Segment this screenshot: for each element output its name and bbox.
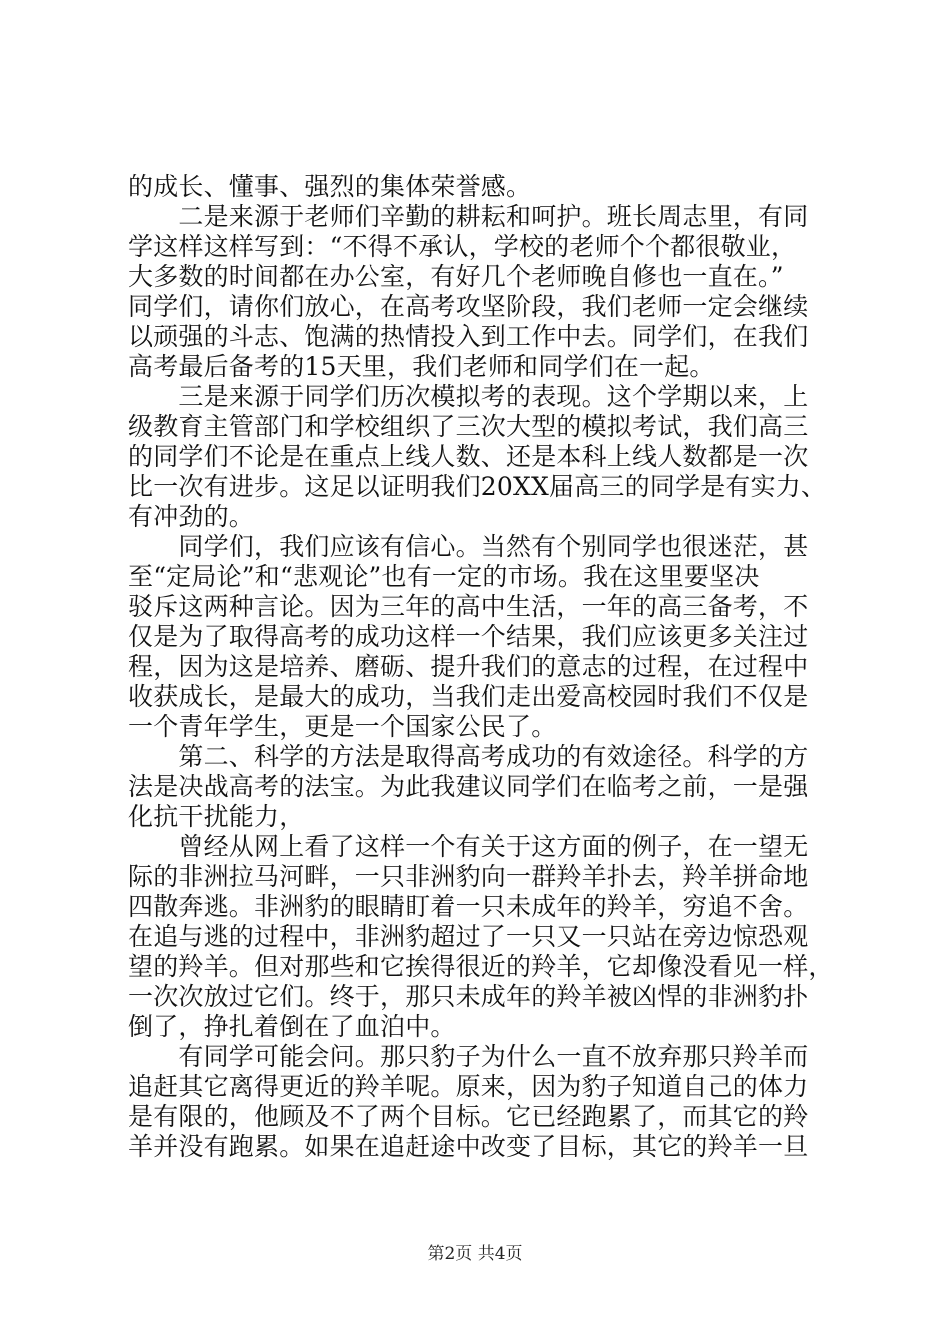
text-line: 大多数的时间都在办公室，有好几个老师晚自修也一直在。” <box>128 262 784 291</box>
text-line: 羊并没有跑累。如果在追赶途中改变了目标，其它的羚羊一旦 <box>128 1132 809 1161</box>
text-line: 一次次放过它们。终于，那只未成年的羚羊被凶悍的非洲豹扑 <box>128 982 809 1011</box>
text-line: 二是来源于老师们辛勤的耕耘和呵护。班长周志里，有同 <box>128 202 809 231</box>
text-line: 学这样这样写到：“不得不承认，学校的老师个个都很敬业， <box>128 232 797 261</box>
page-footer: 第2页 共4页 <box>427 1244 523 1264</box>
text-line: 收获成长，是最大的成功，当我们走出爱高校园时我们不仅是 <box>128 682 809 711</box>
text-line: 四散奔逃。非洲豹的眼睛盯着一只未成年的羚羊，穷追不舍。 <box>128 892 809 921</box>
text-line: 际的非洲拉马河畔，一只非洲豹向一群羚羊扑去，羚羊拼命地 <box>128 862 809 891</box>
text-line: 是有限的，他顾及不了两个目标。它已经跑累了，而其它的羚 <box>128 1102 809 1131</box>
text-line: 比一次有进步。这足以证明我们20XX届高三的同学是有实力、 <box>128 472 827 501</box>
text-line: 高考最后备考的15天里，我们老师和同学们在一起。 <box>128 352 715 381</box>
text-line: 三是来源于同学们历次模拟考的表现。这个学期以来，上 <box>128 382 809 411</box>
text-line: 法是决战高考的法宝。为此我建议同学们在临考之前，一是强 <box>128 772 809 801</box>
text-line: 有冲劲的。 <box>128 502 255 531</box>
text-line: 同学们，我们应该有信心。当然有个别同学也很迷茫，甚 <box>128 532 809 561</box>
text-line: 程，因为这是培养、磨砺、提升我们的意志的过程，在过程中 <box>128 652 809 681</box>
text-line: 一个青年学生，更是一个国家公民了。 <box>128 712 557 741</box>
text-line: 望的羚羊。但对那些和它挨得很近的羚羊，它却像没看见一样， <box>128 952 834 981</box>
text-line: 有同学可能会问。那只豹子为什么一直不放弃那只羚羊而 <box>128 1042 809 1071</box>
text-line: 倒了，挣扎着倒在了血泊中。 <box>128 1012 456 1041</box>
text-line: 驳斥这两种言论。因为三年的高中生活，一年的高三备考，不 <box>128 592 809 621</box>
text-line: 级教育主管部门和学校组织了三次大型的模拟考试，我们高三 <box>128 412 809 441</box>
text-line: 化抗干扰能力， <box>128 802 305 831</box>
text-line: 的成长、懂事、强烈的集体荣誉感。 <box>128 172 532 201</box>
text-line: 以顽强的斗志、饱满的热情投入到工作中去。同学们，在我们 <box>128 322 809 351</box>
text-line: 的同学们不论是在重点上线人数、还是本科上线人数都是一次 <box>128 442 809 471</box>
text-line: 曾经从网上看了这样一个有关于这方面的例子，在一望无 <box>128 832 809 861</box>
text-line: 在追与逃的过程中，非洲豹超过了一只又一只站在旁边惊恐观 <box>128 922 809 951</box>
text-line: 仅是为了取得高考的成功这样一个结果，我们应该更多关注过 <box>128 622 809 651</box>
text-line: 同学们，请你们放心，在高考攻坚阶段，我们老师一定会继续 <box>128 292 809 321</box>
text-line: 第二、科学的方法是取得高考成功的有效途径。科学的方 <box>128 742 809 771</box>
text-line: 追赶其它离得更近的羚羊呢。原来，因为豹子知道自己的体力 <box>128 1072 809 1101</box>
text-line: 至“定局论”和“悲观论”也有一定的市场。我在这里要坚决 <box>128 562 760 591</box>
